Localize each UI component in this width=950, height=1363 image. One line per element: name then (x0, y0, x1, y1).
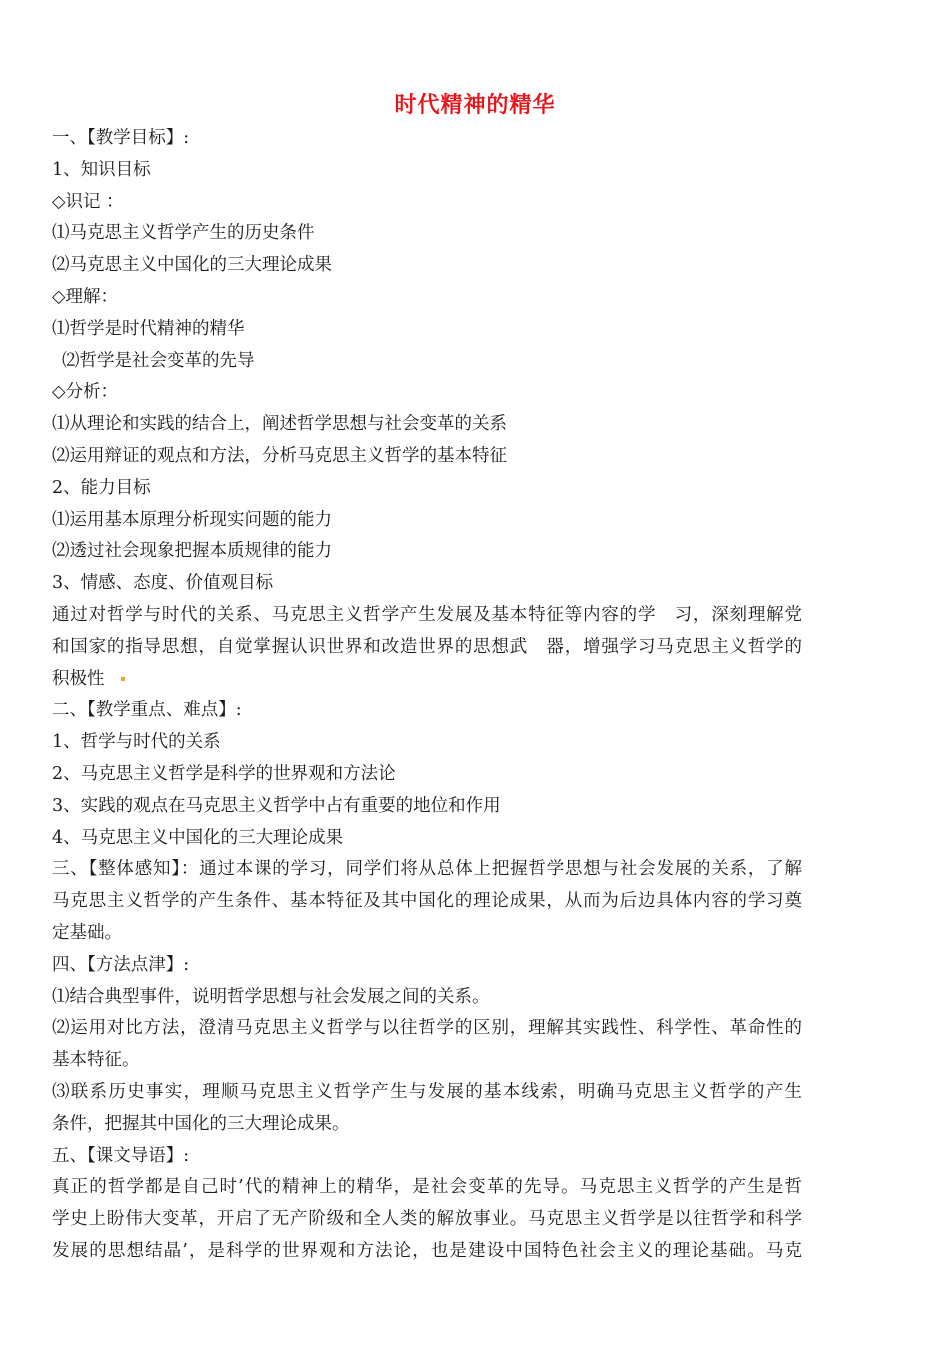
list-item-continued: 条件，把握其中国化的三大理论成果。 (52, 1113, 350, 1134)
list-item: ⑴哲学是时代精神的精华 (52, 318, 245, 339)
list-item: ⑵哲学是社会变革的先导 (62, 350, 255, 371)
document-title: 时代精神的精华 (394, 93, 556, 118)
paragraph-text: 积极性 (52, 668, 105, 689)
paragraph-line-last (52, 664, 802, 696)
section-heading-key-points: 二、【教学重点、难点】: (52, 700, 242, 721)
paragraph-line-last: 定基础。 (52, 922, 122, 943)
section-heading-overview: 三、【整体感知】：通过本课的学习，同学们将从总体上把握哲学思想与社会发展的关系，了解 (52, 859, 802, 880)
item-heading-understand: ◇理解： (52, 286, 118, 307)
paragraph-line: 真正的哲学都是自己时’代的精神上的精华，是社会变革的先导。马克思主义哲学的产生是哲 (52, 1177, 802, 1198)
list-item: 4、马克思主义中国化的三大理论成果 (52, 827, 344, 848)
list-item: 2、马克思主义哲学是科学的世界观和方法论 (52, 763, 396, 784)
list-item: ⑴结合典型事件，说明哲学思想与社会发展之间的关系。 (52, 986, 490, 1007)
paragraph-line: 马克思主义哲学的产生条件、基本特征及其中国化的理论成果，从而为后边具体内容的学习奠 (52, 891, 802, 912)
paragraph-line: 发展的思想结晶’，是科学的世界观和方法论，也是建设中国特色社会主义的理论基础。马克 (52, 1240, 802, 1261)
stray-mark-icon (121, 677, 125, 681)
paragraph-line: 学史上盼伟大变革，开启了无产阶级和全人类的解放事业。马克思主义哲学是以往哲学和科学 (52, 1209, 802, 1230)
item-heading-memorize: ◇识记 ： (52, 191, 124, 212)
section-heading-teaching-goals: 一、【教学目标】: (52, 128, 190, 148)
list-item: ⑵运用对比方法，澄清马克思主义哲学与以往哲学的区别，理解其实践性、科学性、革命性的 (52, 1018, 802, 1039)
subheading-ability-goals: 2、能力目标 (52, 477, 151, 498)
paragraph-line: 和国家的指导思想，自觉掌握认识世界和改造世界的思想武 器，增强学习马克思主义哲学的 (52, 636, 802, 657)
document-body (52, 123, 802, 1268)
list-item: 3、实践的观点在马克思主义哲学中占有重要的地位和作用 (52, 795, 501, 816)
list-item: ⑶联系历史事实，理顺马克思主义哲学产生与发展的基本线索，明确马克思主义哲学的产生 (52, 1081, 802, 1102)
list-item-continued: 基本特征。 (52, 1050, 140, 1071)
section-heading-introduction: 五、【课文导语】: (52, 1145, 190, 1166)
list-item: ⑵马克思主义中国化的三大理论成果 (52, 255, 332, 276)
list-item: ⑵运用辩证的观点和方法，分析马克思主义哲学的基本特征 (52, 445, 507, 466)
item-heading-analyze: ◇分析： (52, 382, 118, 403)
list-item: ⑴马克思主义哲学产生的历史条件 (52, 223, 315, 244)
list-item: 1、哲学与时代的关系 (52, 732, 221, 753)
list-item: ⑴从理论和实践的结合上，阐述哲学思想与社会变革的关系 (52, 414, 507, 435)
paragraph-line: 通过对哲学与时代的关系、马克思主义哲学产生发展及基本特征等内容的学 习，深刻理解党 (52, 604, 802, 625)
section-heading-methods: 四、【方法点津】: (52, 954, 190, 975)
list-item: ⑴运用基本原理分析现实问题的能力 (52, 509, 332, 530)
subheading-values-goals: 3、情感、态度、价值观目标 (52, 573, 274, 594)
list-item: ⑵透过社会现象把握本质规律的能力 (52, 541, 332, 562)
subheading-knowledge-goals: 1、知识目标 (52, 159, 151, 180)
